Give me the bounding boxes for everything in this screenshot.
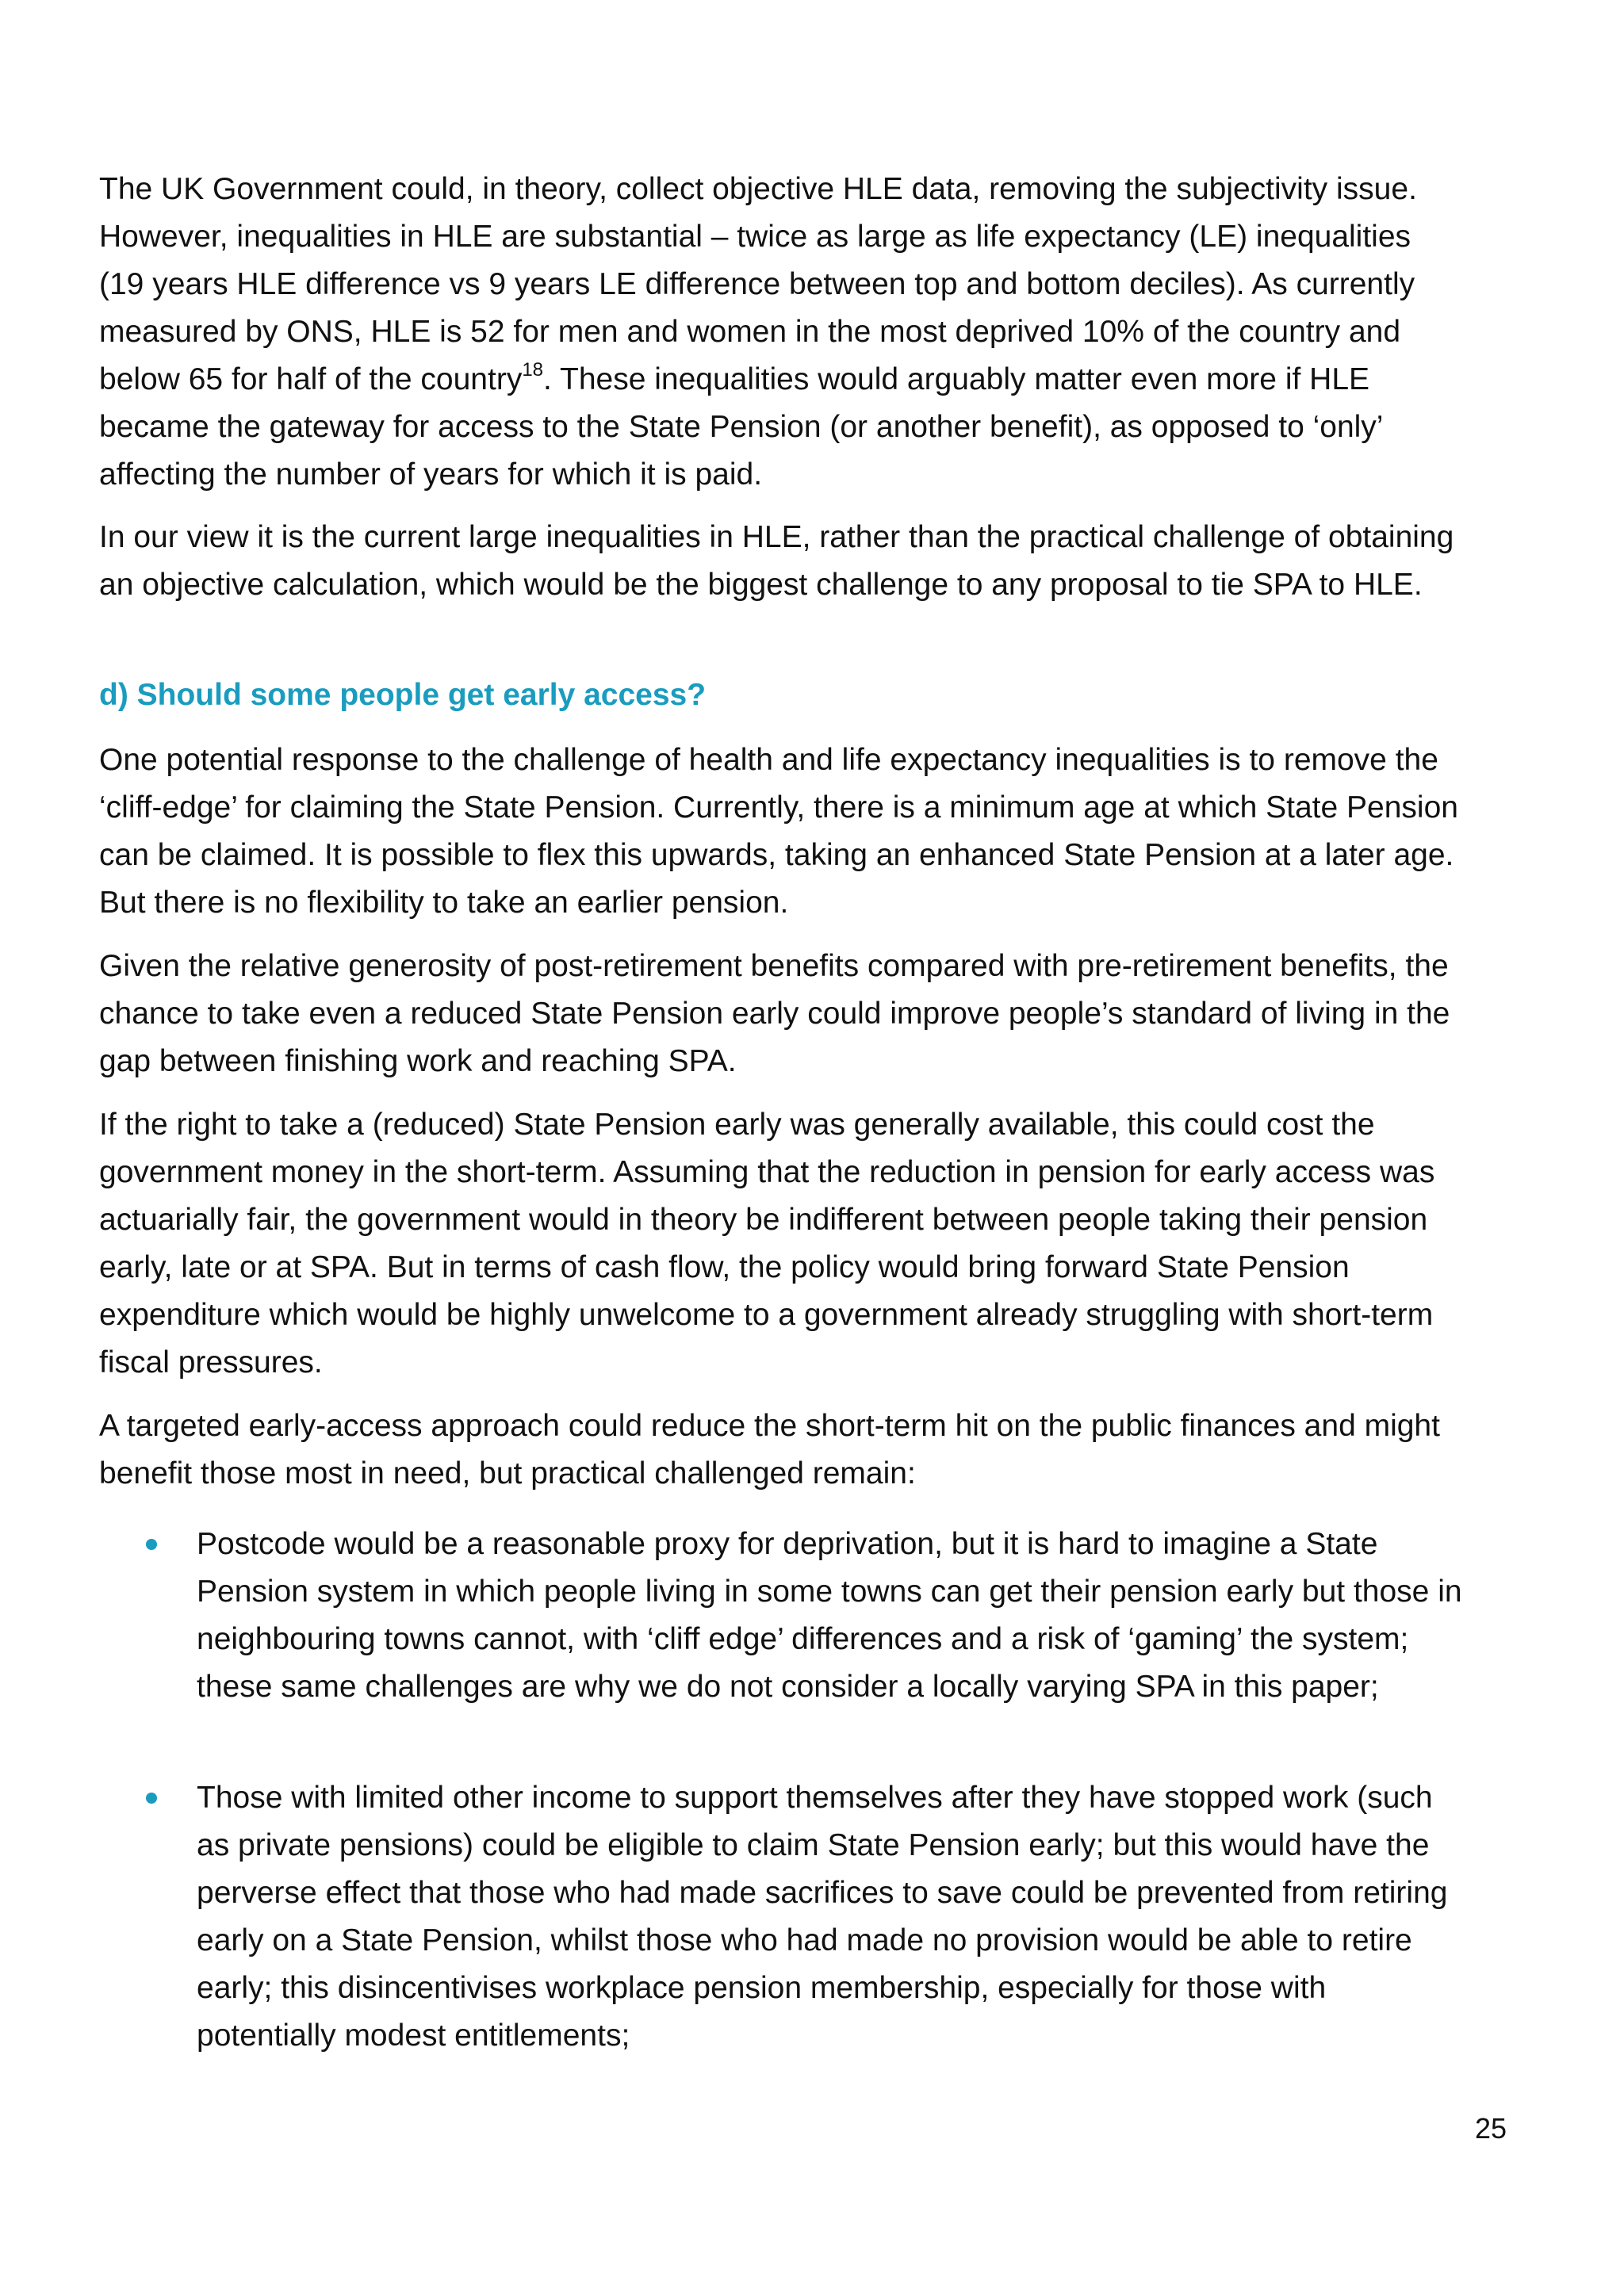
list-item-text: Postcode would be a reasonable proxy for deprivation, but it is hard to imagine a State Pension system in which people living in some towns can get their pension early but those in neighbouring towns cannot, with ‘cliff edge’ differences and a risk of ‘gaming’ the system; these same challenges are why we do not consider a locally varying SPA in this paper;	[197, 1527, 1462, 1704]
bullet-icon	[146, 1539, 157, 1550]
paragraph-hle-data-text-continued: . These inequalities would arguably matter even more if HLE became the gateway for access to the State Pension (or another benefit), as opposed to ‘only’ affecting the number of years for which it is paid.	[99, 362, 1383, 492]
paragraph-hle-view: In our view it is the current large inequalities in HLE, rather than the practical challenge of obtaining an objective calculation, which would be the biggest challenge to any proposal to tie SPA to HLE.	[99, 520, 1454, 602]
page-number: 25	[1474, 2112, 1507, 2145]
footnote-reference: 18	[522, 359, 544, 381]
paragraph-hle-data	[99, 166, 1463, 499]
paragraph-cliff-edge: One potential response to the challenge of health and life expectancy inequalities is to remove the ‘cliff-edge’ for claiming the State Pension. Currently, there is a minimum age at which State Pension can be claimed. It is possible to flex this upwards, taking an enhanced State Pension at a later age. But there is no flexibility to take an earlier pension.	[99, 743, 1458, 920]
section-heading: d) Should some people get early access?	[99, 678, 707, 712]
paragraph-hle-data-text: The UK Government could, in theory, collect objective HLE data, removing the subjectivity issue. However, inequalities in HLE are substantial – twice as large as life expectancy (LE) inequalities (19 years HLE difference vs 9 years LE difference between top and bottom deciles). As currently measured by ONS, HLE is 52 for men and women in the most deprived 10% of the country and below 65 for half of the country	[99, 172, 1417, 396]
paragraph-generosity: Given the relative generosity of post-retirement benefits compared with pre-retirement benefits, the chance to take even a reduced State Pension early could improve people’s standard of living in the gap between finishing work and reaching SPA.	[99, 949, 1450, 1078]
bullet-icon	[146, 1793, 157, 1804]
paragraph-cost: If the right to take a (reduced) State Pension early was generally available, this could cost the government money in the short-term. Assuming that the reduction in pension for early access was actuarially fair, the government would in theory be indifferent between people taking their pension early, late or at SPA. But in terms of cash flow, the policy would bring forward State Pension expenditure which would be highly unwelcome to a government already struggling with short-term fiscal pressures.	[99, 1108, 1435, 1380]
list-item-text: Those with limited other income to support themselves after they have stopped work (such as private pensions) could be eligible to claim State Pension early; but this would have the perverse effect that those who had made sacrifices to save could be prevented from retiring early on a State Pension, whilst those who had made no provision would be able to retire early; this disincentivises workplace pension membership, especially for those with potentially modest entitlements;	[197, 1781, 1448, 2053]
paragraph-targeted-access: A targeted early-access approach could reduce the short-term hit on the public finances and might benefit those most in need, but practical challenged remain:	[99, 1409, 1440, 1490]
